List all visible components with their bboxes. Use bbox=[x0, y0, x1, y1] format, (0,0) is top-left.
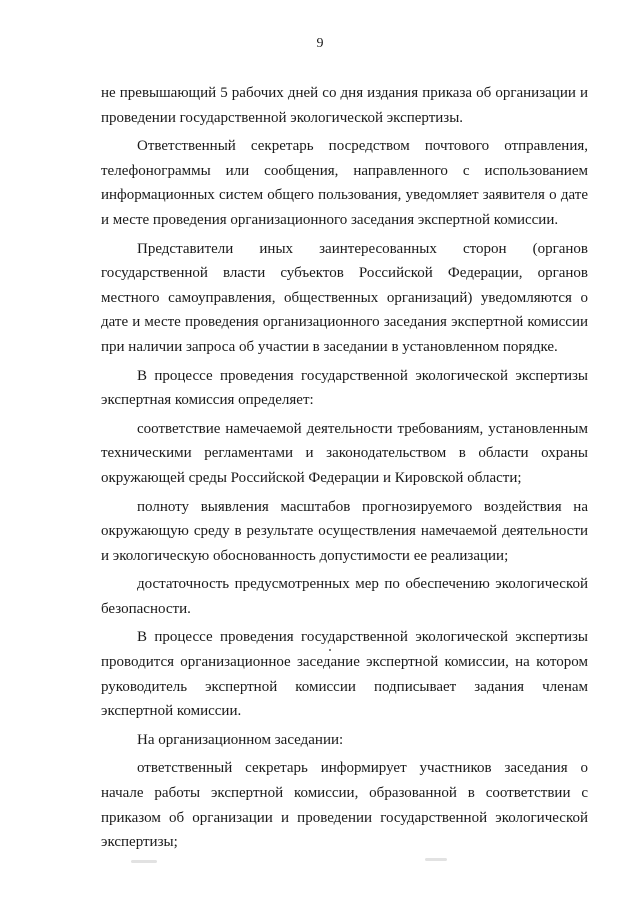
list-item-completeness: полноту выявления масштабов прогнозируемого воздействия на окружающую среду в результате осуществления намечаемой деятельности и экологическую обоснованность допустимости ее реализации; bbox=[101, 498, 588, 564]
paragraph-organizational-meeting: В процессе проведения государственной экологической экспертизы проводится организационное заседание экспертной комиссии, на котором руководитель экспертной комиссии подписывает задания членам экспертной комиссии. bbox=[101, 629, 588, 720]
scan-smudge-left bbox=[131, 860, 157, 863]
paragraph-commission-determines: В процессе проведения государственной экологической экспертизы экспертная комиссия определяет: bbox=[101, 367, 588, 409]
document-body bbox=[101, 81, 588, 859]
list-item-sufficiency: достаточность предусмотренных мер по обеспечению экологической безопасности. bbox=[101, 576, 588, 617]
list-item-compliance: соответствие намечаемой деятельности требованиям, установленным техническими регламентами и законодательством в области охраны окружающей среды Российской Федерации и Кировской области; bbox=[101, 420, 588, 486]
paragraph-representatives: Представители иных заинтересованных сторон (органов государственной власти субъектов Российской Федерации, органов местного самоуправления, общественных организаций) уведомляются о дате и месте проведения организационного заседания экспертной комиссии при наличии запроса об участии в заседании в установленном порядке. bbox=[101, 240, 588, 355]
page-number: 9 bbox=[316, 36, 324, 51]
paragraph-continuation: не превышающий 5 рабочих дней со дня издания приказа об организации и проведении государственной экологической экспертизы. bbox=[101, 85, 588, 126]
scan-smudge-right bbox=[425, 858, 447, 861]
paragraph-at-meeting: На организационном заседании: bbox=[137, 731, 344, 748]
paragraph-secretary-notification: Ответственный секретарь посредством почтового отправления, телефонограммы или сообщения, направленного с использованием информационных систем общего пользования, уведомляет заявителя о дате и месте проведения организационного заседания экспертной комиссии. bbox=[101, 138, 588, 228]
scan-speck bbox=[329, 649, 331, 651]
list-item-secretary-informs: ответственный секретарь информирует участников заседания о начале работы экспертной комиссии, образованной в соответствии с приказом об организации и проведении государственной экологической экспертизы; bbox=[101, 760, 588, 851]
